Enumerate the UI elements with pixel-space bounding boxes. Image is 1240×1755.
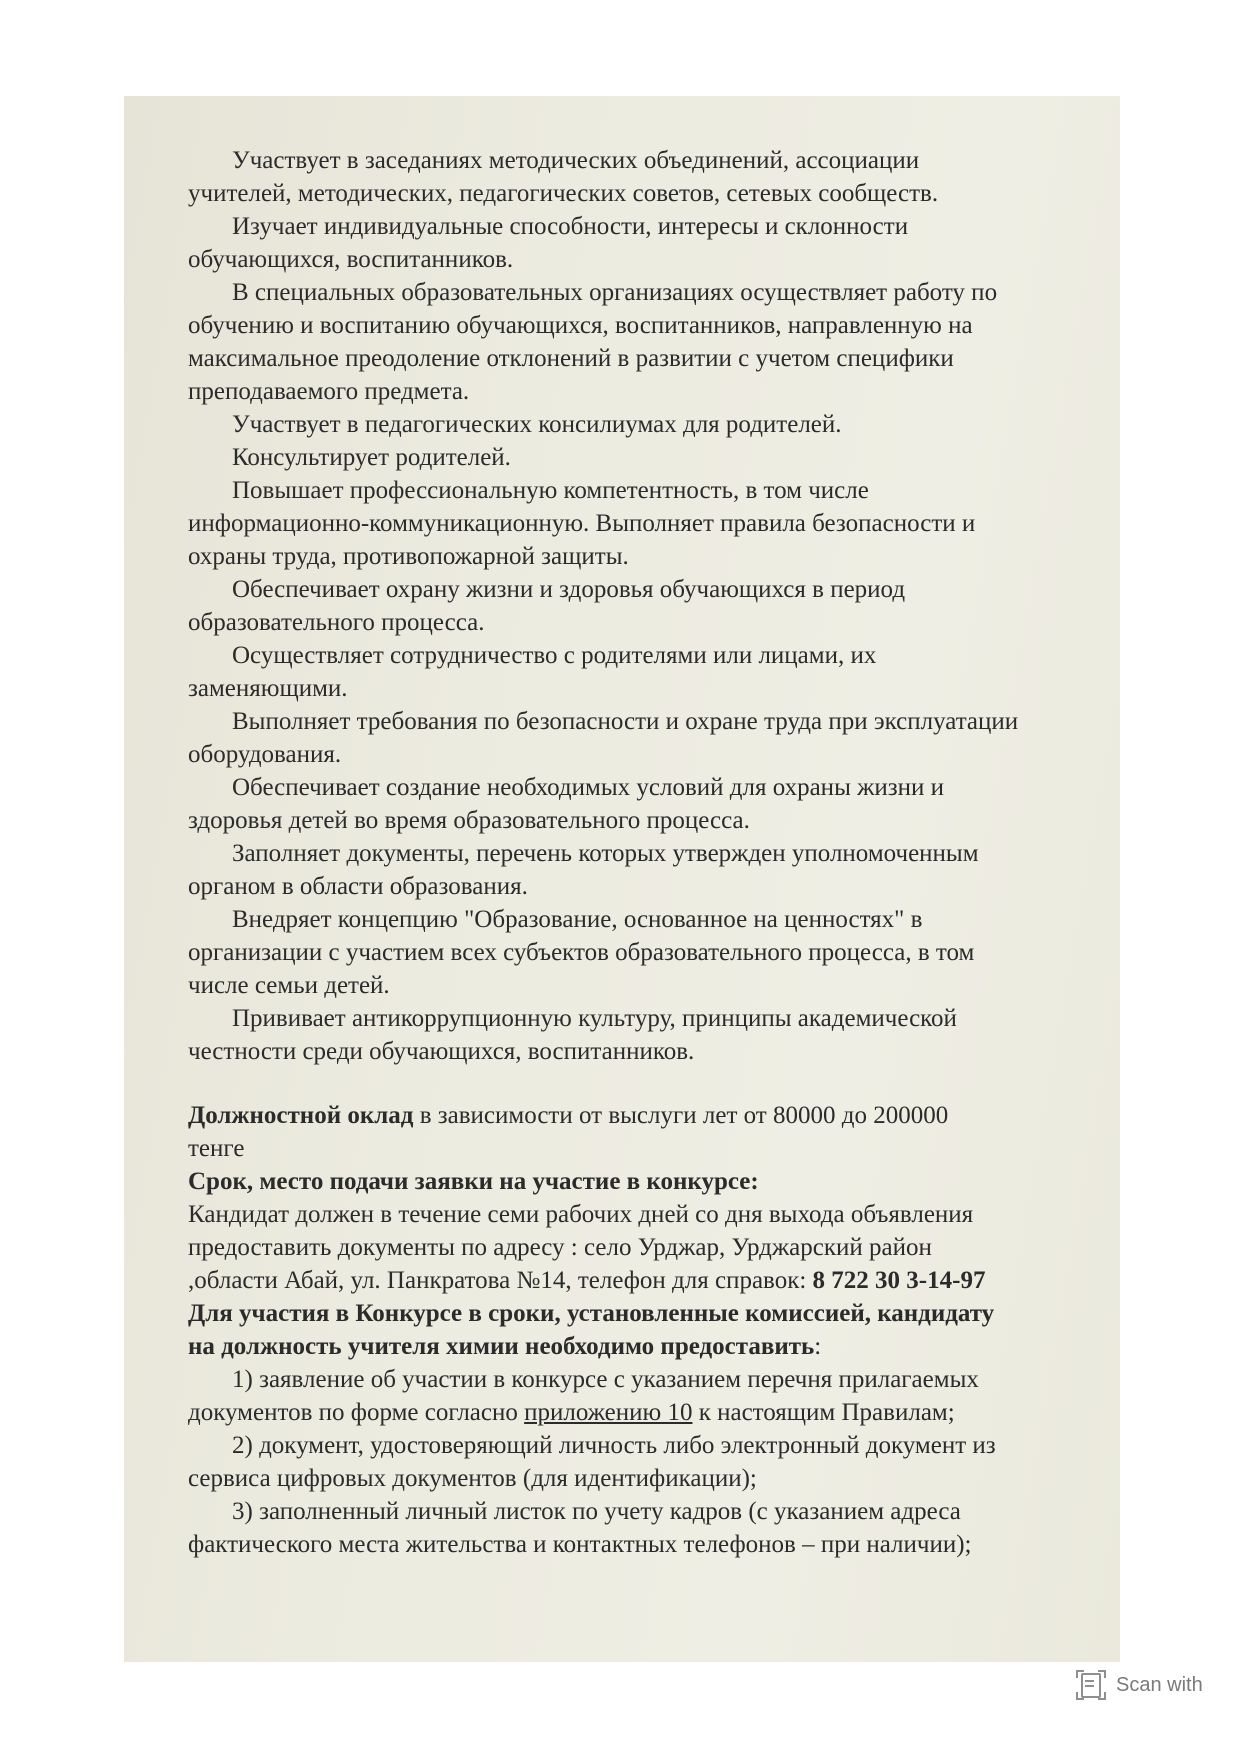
requirements-heading: Для участия в Конкурсе в сроки, установленные комиссией, кандидату — [188, 1300, 995, 1327]
text-line: оборудования. — [188, 741, 342, 768]
document-body — [188, 144, 1120, 1561]
scan-with-watermark — [1076, 1670, 1203, 1700]
list-item: 1) заявление об участии в конкурсе с указанием перечня прилагаемых — [232, 1366, 979, 1393]
deadline-line: Кандидат должен в течение семи рабочих дней со дня выхода объявления — [188, 1201, 974, 1228]
text-line: Обеспечивает охрану жизни и здоровья обучающихся в период — [232, 576, 906, 603]
text-line: Участвует в заседаниях методических объединений, ассоциации — [232, 147, 920, 174]
paragraph-gap — [188, 1068, 1120, 1099]
list-item-continuation: сервиса цифровых документов (для идентификации); — [188, 1465, 757, 1492]
requirements-heading-line — [188, 1330, 1120, 1363]
list-text: документов по форме согласно — [188, 1399, 525, 1426]
text-line: заменяющими. — [188, 675, 348, 702]
text-line: Повышает профессиональную компетентность, в том числе — [232, 477, 869, 504]
deadline-heading: Срок, место подачи заявки на участие в конкурсе: — [188, 1168, 759, 1195]
text-line: обучающихся, воспитанников. — [188, 246, 514, 273]
text-line: организации с участием всех субъектов образовательного процесса, в том — [188, 939, 975, 966]
text-line: органом в области образования. — [188, 873, 528, 900]
deadline-address-line — [188, 1264, 1120, 1297]
list-text: к настоящим Правилам; — [692, 1399, 955, 1426]
scan-with-label: Scan with — [1116, 1673, 1203, 1696]
deadline-line: предоставить документы по адресу : село Урджар, Урджарский район — [188, 1234, 932, 1261]
text-line: В специальных образовательных организациях осуществляет работу по — [232, 279, 998, 306]
text-line: честности среди обучающихся, воспитанников. — [188, 1038, 695, 1065]
text-line: числе семьи детей. — [188, 972, 390, 999]
text-line: информационно-коммуникационную. Выполняет правила безопасности и — [188, 510, 976, 537]
text-line: охраны труда, противопожарной защиты. — [188, 543, 629, 570]
contact-phone: 8 722 30 3-14-97 — [812, 1267, 986, 1294]
list-item-continuation: фактического места жительства и контактных телефонов – при наличии); — [188, 1531, 972, 1558]
text-line: учителей, методических, педагогических советов, сетевых сообществ. — [188, 180, 939, 207]
requirements-colon: : — [814, 1333, 822, 1360]
scan-document-icon — [1076, 1670, 1106, 1700]
list-item: 3) заполненный личный листок по учету кадров (с указанием адреса — [232, 1498, 961, 1525]
salary-line — [188, 1099, 1120, 1132]
text-line: Прививает антикоррупционную культуру, принципы академической — [232, 1005, 957, 1032]
requirements-heading-text: на должность учителя химии необходимо предоставить — [188, 1333, 815, 1360]
text-line: Осуществляет сотрудничество с родителями или лицами, их — [232, 642, 877, 669]
text-line: Внедряет концепцию "Образование, основанное на ценностях" в — [232, 906, 923, 933]
text-line: Участвует в педагогических консилиумах для родителей. — [232, 411, 842, 438]
text-line: Заполняет документы, перечень которых утвержден уполномоченным — [232, 840, 979, 867]
list-item: 2) документ, удостоверяющий личность либо электронный документ из — [232, 1432, 996, 1459]
list-item-continuation — [188, 1396, 1120, 1429]
address-text: ,области Абай, ул. Панкратова №14, телефон для справок: — [188, 1267, 813, 1294]
salary-currency: тенге — [188, 1135, 245, 1162]
text-line: образовательного процесса. — [188, 609, 485, 636]
salary-text: в зависимости от выслуги лет от 80000 до 200000 — [413, 1102, 949, 1129]
salary-label: Должностной оклад — [188, 1102, 414, 1129]
appendix-link[interactable]: приложению 10 — [524, 1399, 693, 1426]
text-line: здоровья детей во время образовательного процесса. — [188, 807, 750, 834]
text-line: максимальное преодоление отклонений в развитии с учетом специфики — [188, 345, 954, 372]
text-line: преподаваемого предмета. — [188, 378, 470, 405]
text-line: Изучает индивидуальные способности, интересы и склонности — [232, 213, 909, 240]
scanned-page — [124, 96, 1120, 1662]
text-line: Консультирует родителей. — [232, 444, 511, 471]
text-line: Обеспечивает создание необходимых условий для охраны жизни и — [232, 774, 945, 801]
text-line: Выполняет требования по безопасности и охране труда при эксплуатации — [232, 708, 1019, 735]
text-line: обучению и воспитанию обучающихся, воспитанников, направленную на — [188, 312, 973, 339]
